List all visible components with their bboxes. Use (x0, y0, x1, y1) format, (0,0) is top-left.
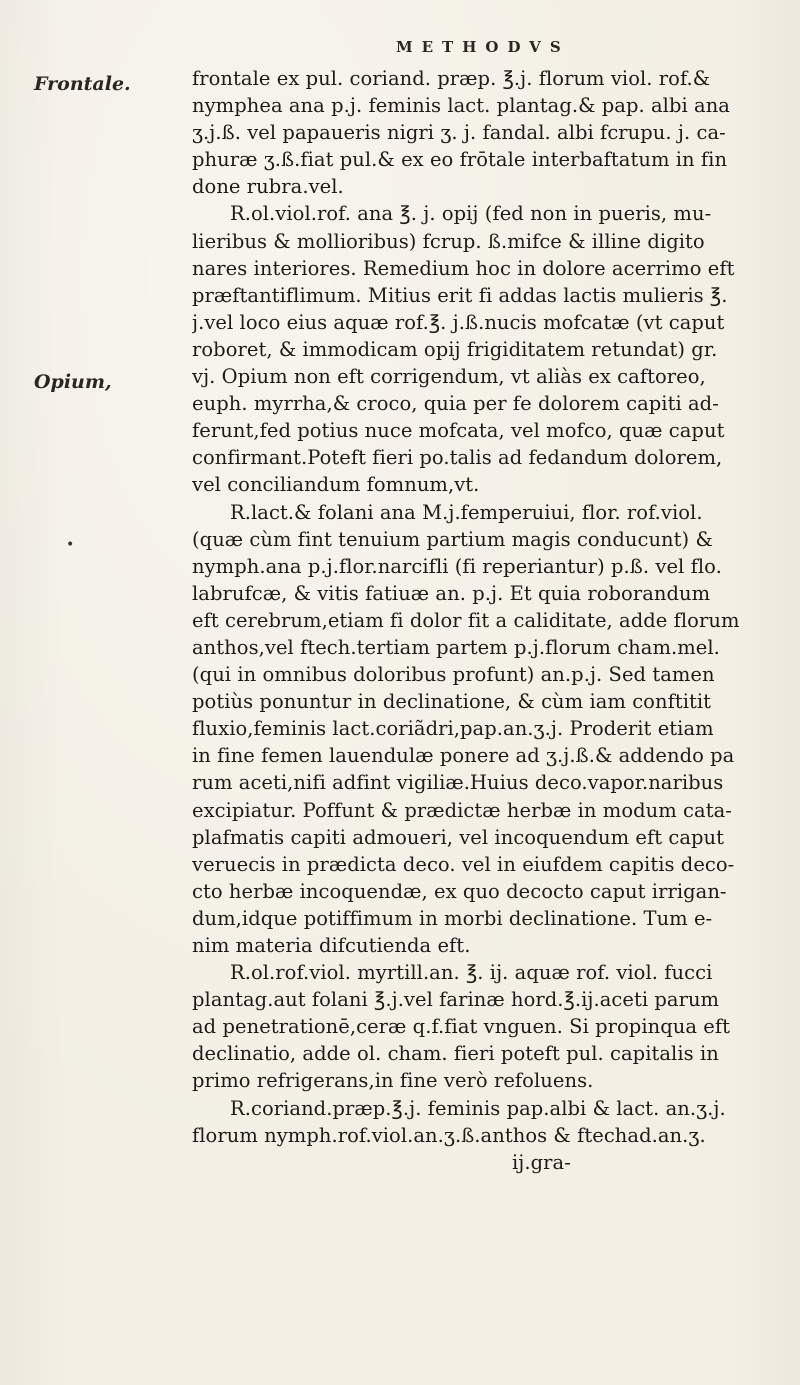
text-line: declinatio, adde ol. cham. fieri poteft pul. capitalis in (192, 1042, 719, 1066)
text-line: (quæ cùm fint tenuium partium magis conducunt) & (192, 527, 713, 551)
text-line: nares interiores. Remedium hoc in dolore acerrimo eft (192, 256, 735, 280)
text-line: labrufcæ, & vitis fatiuæ an. p.j. Et quia roborandum (192, 581, 711, 605)
text-line: R.ol.rof.viol. myrtill.an. ℥. ij. aquæ rof. viol. fucci (230, 961, 713, 985)
text-line: florum nymph.rof.viol.an.ʒ.ß.anthos & ftechad.an.ʒ. (192, 1123, 706, 1147)
text-line: in fine femen lauendulæ ponere ad ʒ.j.ß.& addendo pa (192, 744, 735, 768)
text-line: potiùs ponuntur in declinatione, & cùm iam conftitit (192, 690, 712, 714)
text-line: ʒ.j.ß. vel papaueris nigri ʒ. j. fandal. albi fcrupu. j. ca- (192, 121, 726, 145)
text-line: R.lact.& folani ana M.j.femperuiui, flor. rof.viol. (230, 500, 703, 524)
text-line: roboret, & immodicam opij frigiditatem retundat) gr. (192, 337, 718, 361)
text-line: anthos,vel ftech.tertiam partem p.j.florum cham.mel. (192, 635, 720, 659)
text-line: primo refrigerans,in fine verò refoluens. (192, 1069, 594, 1093)
text-line: vj. Opium non eft corrigendum, vt aliàs ex caftoreo, (192, 365, 706, 389)
text-line: rum aceti,nifi adfint vigiliæ.Huius deco.vapor.naribus (192, 771, 724, 795)
text-line: j.vel loco eius aquæ rof.℥. j.ß.nucis mofcatæ (vt caput (192, 310, 725, 334)
text-line: nim materia difcutienda eft. (192, 934, 471, 957)
text-line: cto herbæ incoquendæ, ex quo decocto caput irrigan- (192, 879, 727, 903)
catchword-line: ij.gra- (512, 1150, 571, 1174)
text-line: confirmant.Poteft fieri po.talis ad fedandum dolorem, (192, 446, 723, 470)
text-line: nymphea ana p.j. feminis lact. plantag.& pap. albi ana (192, 94, 730, 118)
text-line: plantag.aut folani ℥.j.vel farinæ hord.℥.ij.aceti parum (192, 988, 720, 1012)
text-line: vel conciliandum fomnum,vt. (192, 473, 480, 497)
text-line: R.coriand.præp.℥.j. feminis pap.albi & lact. an.ʒ.j. (230, 1096, 726, 1120)
text-line: lieribus & mollioribus) fcrup. ß.mifce & illine digito (192, 229, 705, 253)
margin-note-opium: Opium, (34, 371, 112, 393)
text-line: dum,idque potiffimum in morbi declinatione. Tum e- (192, 906, 713, 930)
text-line: fluxio,feminis lact.coriãdri,pap.an.ʒ.j. Proderit etiam (192, 717, 714, 741)
text-line: nymph.ana p.j.flor.narcifli (fi reperiantur) p.ß. vel flo. (192, 554, 722, 578)
margin-mark: • (66, 537, 75, 553)
text-line: ferunt,fed potius nuce mofcata, vel mofco, quæ caput (192, 419, 725, 443)
text-line: (qui in omnibus doloribus profunt) an.p.j. Sed tamen (192, 663, 715, 687)
text-line: ad penetrationē,ceræ q.f.fiat vnguen. Si propinqua eft (192, 1015, 731, 1039)
text-line: R.ol.viol.rof. ana ℥. j. opij (fed non in pueris, mu- (230, 202, 712, 226)
text-line: frontale ex pul. coriand. præp. ℥.j. florum viol. rof.& (192, 67, 711, 90)
body-text (192, 65, 772, 1176)
text-line: præftantiflimum. Mitius erit fi addas lactis mulieris ℥. (192, 283, 728, 307)
text-line: done rubra.vel. (192, 175, 344, 199)
text-line: eft cerebrum,etiam fi dolor fit a caliditate, adde florum (192, 608, 740, 632)
text-line: plafmatis capiti admoueri, vel incoquendum eft caput (192, 825, 725, 849)
text-line: excipiatur. Poffunt & prædictæ herbæ in modum cata- (192, 798, 732, 822)
text-line: phuræ ʒ.ß.fiat pul.& ex eo frōtale interbaftatum in fin (192, 148, 728, 172)
running-head: METHODVS (396, 38, 570, 56)
text-line: euph. myrrha,& croco, quia per fe dolorem capiti ad- (192, 392, 719, 416)
margin-note-frontale: Frontale. (34, 73, 131, 95)
text-line: veruecis in prædicta deco. vel in eiufdem capitis deco- (192, 852, 735, 876)
